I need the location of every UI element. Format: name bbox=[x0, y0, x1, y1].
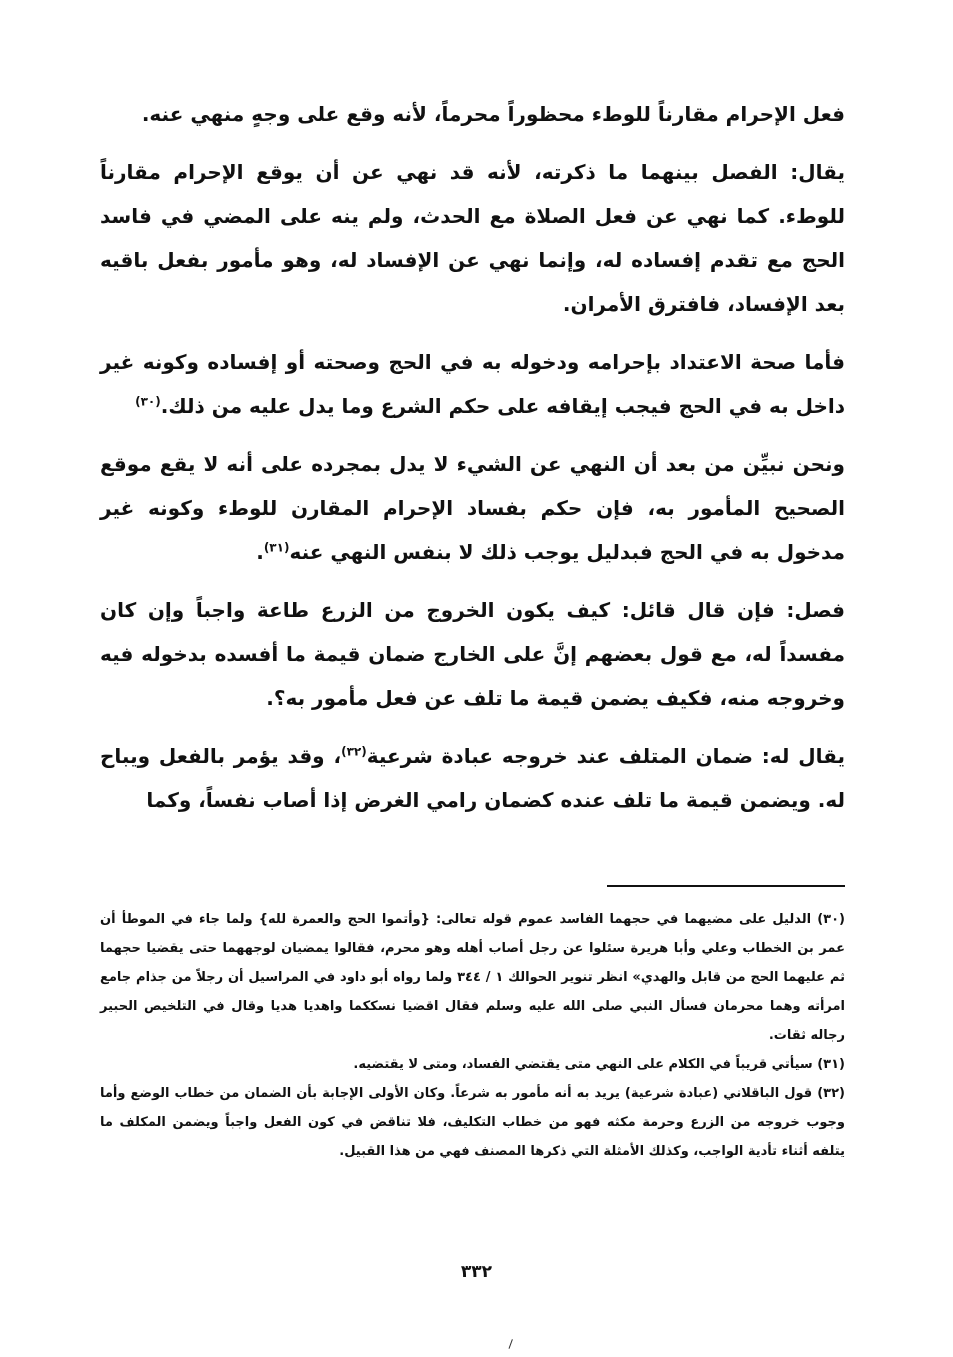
paragraph-3 bbox=[100, 340, 845, 428]
footnote-ref-31: (٣١) bbox=[263, 540, 290, 555]
paragraph-1-text: فعل الإحرام مقارناً للوطء محظوراً محرماً، لأنه وقع على وجهٍ منهي عنه. bbox=[141, 102, 845, 126]
paragraph-6-text-a: يقال له: ضمان المتلف عند خروجه عبادة شرعية bbox=[366, 744, 846, 768]
footnote-ref-30: (٣٠) bbox=[135, 394, 161, 409]
footnote-divider bbox=[607, 885, 845, 887]
section-heading-fasl: فصل: bbox=[786, 598, 845, 622]
paragraph-2-text: يقال: الفصل بينهما ما ذكرته، لأنه قد نهي عن أن يوقع الإحرام مقارناً للوطء. كما نهي عن فعل الصلاة مع الحدث، ولم ينه على المضي في فاسد الحج مع تقدم إفساده له، وإنما نهي عن الإفساد له، وهو مأمور بفعل باقيه بعد الإفساد، فافترق الأمران. bbox=[100, 160, 845, 316]
paragraph-1 bbox=[100, 92, 845, 136]
paragraph-6-text-b: ، وقد يؤمر بالفعل ويباح له. ويضمن قيمة ما تلف عنده كضمان رامي الغرض إذا أصاب نفساً، وكما bbox=[100, 744, 845, 812]
paragraph-4-text: ونحن نبيِّن من بعد أن النهي عن الشيء لا يدل بمجرده على أنه لا يقع موقع الصحيح المأمور به، فإن حكم بفساد الإحرام المقارن للوطء وكونه غير مدخول به في الحج فبدليل يوجب ذلك لا بنفس النهي عنه bbox=[100, 452, 845, 564]
paragraph-2 bbox=[100, 150, 845, 326]
page-number: ٣٣٢ bbox=[460, 1262, 493, 1282]
footnote-ref-32: (٣٢) bbox=[341, 744, 367, 759]
paragraph-5-text: فإن قال قائل: كيف يكون الخروج من الزرع طاعة واجباً وإن كان مفسداً له، مع قول بعضهم إنَّ على الخارج ضمان قيمة ما أفسده بدخوله فيه وخروجه منه، فكيف يضمن قيمة ما تلف عن فعل مأمور به؟. bbox=[100, 598, 845, 710]
footnote-30: (٣٠) الدليل على مضيهما في حجهما الفاسد عموم قوله تعالى: {وأتموا الحج والعمرة لله} ولما جاء في الموطأ أن عمر بن الخطاب وعلي وأبا هريرة سئلوا عن رجل أصاب أهله وهو محرم، فقالوا يمضيان لوجههما حتى يقضيا حجهما ثم عليهما الحج من قابل والهدي» انظر تنوير الحوالك ١ / ٣٤٤ ولما رواه أبو داود في المراسيل أن رجلاً من جذام جامع امرأته وهما محرمان فسأل النبي صلى الله عليه وسلم فقال اقضيا نسككما واهديا هديا وقال في التلخيص الحبير رجاله ثقات. bbox=[100, 912, 845, 1043]
footnote-32: (٣٢) قول الباقلاني (عبادة شرعية) يريد به أنه مأمور به شرعاً. وكان الأولى الإجابة بأن الضمان من خطاب الوضع وأما وجوب خروجه من الزرع وحرمة مكثه فهو من خطاب التكليف، فلا تناقض في كون الفعل واجباً ويضمن المكلف ما يتلفه أثناء تأدية الواجب، وكذلك الأمثلة التي ذكرها المصنف فهي من هذا القبيل. bbox=[100, 1086, 845, 1159]
paragraph-4-end: . bbox=[256, 540, 264, 564]
main-text-block bbox=[100, 92, 845, 836]
footnote-31: (٣١) سيأتي قريباً في الكلام على النهي متى يقتضي الفساد، ومتى لا يقتضيه. bbox=[353, 1057, 845, 1072]
footnotes-block bbox=[100, 905, 845, 1166]
paragraph-3-text: فأما صحة الاعتداد بإحرامه ودخوله به في الحج وصحته أو إفساده وكونه غير داخل به في الحج فيجب إيقافه على حكم الشرع وما يدل عليه من ذلك. bbox=[100, 350, 845, 418]
paragraph-6 bbox=[100, 734, 845, 822]
paragraph-5 bbox=[100, 588, 845, 720]
paragraph-4 bbox=[100, 442, 845, 574]
scan-mark bbox=[509, 1339, 519, 1351]
